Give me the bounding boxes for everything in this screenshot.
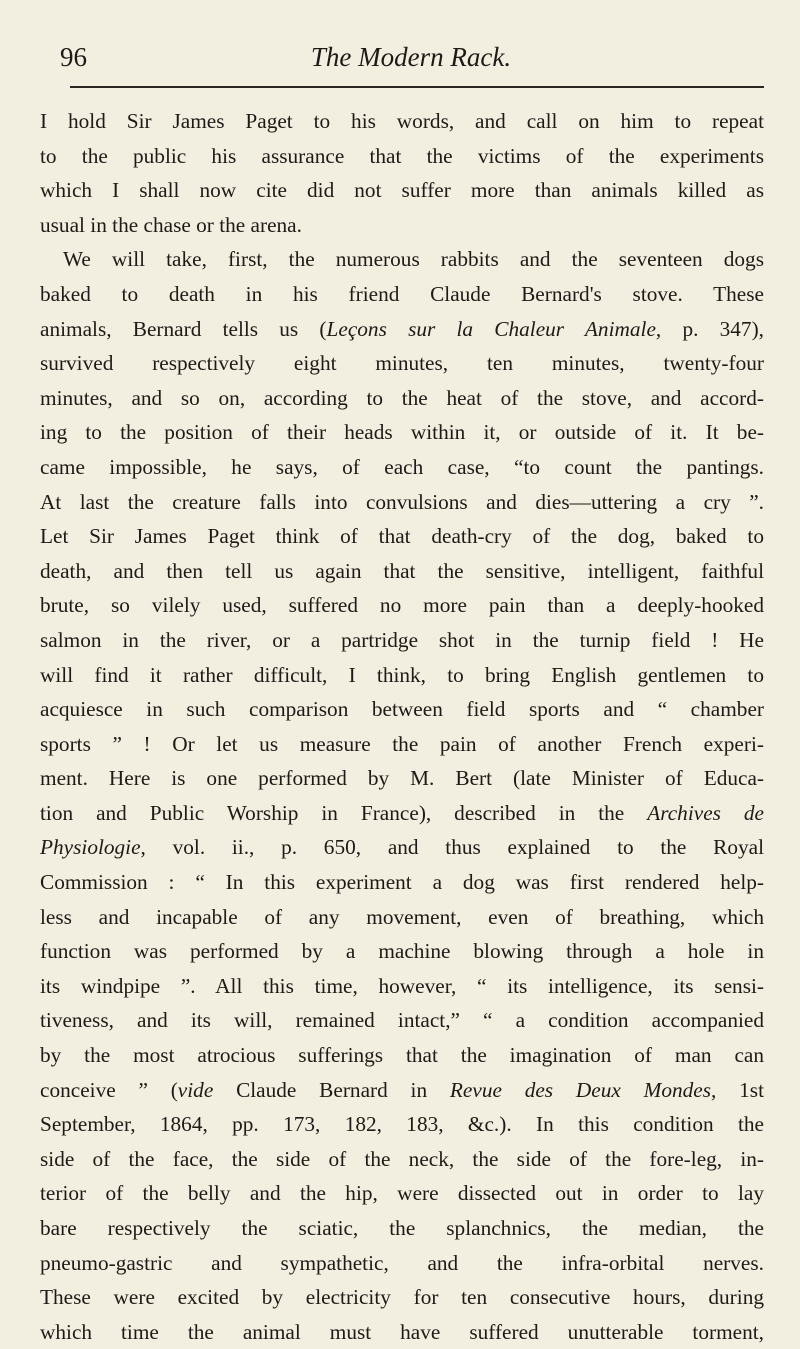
text-line: ment. Here is one performed by M. Bert (late Minister of Educa- (40, 766, 764, 791)
text-line: to the public his assurance that the victims of the experiments (40, 143, 764, 168)
italic-title: Physiologie (40, 835, 141, 860)
text-line: death, and then tell us again that the sensitive, intelligent, faithful (40, 558, 764, 583)
text-line: At last the creature falls into convulsions and dies—uttering a cry ”. (40, 489, 764, 514)
text-line: survived respectively eight minutes, ten minutes, twenty-four (40, 351, 764, 376)
italic-title: Revue des Deux Mondes (449, 1077, 712, 1102)
page-number: 96 (60, 42, 87, 72)
header-rule (70, 86, 764, 88)
text-line: bare respectively the sciatic, the splanchnics, the median, the (40, 1216, 764, 1240)
text-line: We will take, first, the numerous rabbits and the seventeen dogs (63, 247, 764, 272)
text-line: will find it rather difficult, I think, to bring English gentlemen to (40, 662, 764, 687)
text-line: usual in the chase or the arena. (40, 212, 302, 237)
body-text (40, 104, 764, 1349)
italic-title: Leçons sur la Chaleur Animale (326, 316, 656, 341)
text-line: came impossible, he says, of each case, “to count the pantings. (40, 454, 764, 479)
text-line: side of the face, the side of the neck, the side of the fore-leg, in- (40, 1146, 764, 1171)
text-line: pneumo-gastric and sympathetic, and the infra-orbital nerves. (40, 1250, 764, 1275)
text-line: ing to the position of their heads within it, or outside of it. It be- (40, 420, 764, 445)
text-line: which I shall now cite did not suffer more than animals killed as (40, 178, 764, 203)
text-line: by the most atrocious sufferings that the imagination of man can (40, 1043, 764, 1068)
text-line: conceive ” (vide Claude Bernard in Revue des Deux Mondes, 1st (40, 1077, 764, 1102)
text-line: salmon in the river, or a partridge shot in the turnip field ! He (40, 627, 764, 652)
text-line: Let Sir James Paget think of that death-cry of the dog, baked to (40, 524, 764, 549)
text-line: I hold Sir James Paget to his words, and call on him to repeat (40, 109, 764, 133)
text-line: brute, so vilely used, suffered no more pain than a deeply-hooked (40, 593, 764, 618)
text-line: function was performed by a machine blowing through a hole in (40, 939, 764, 964)
text-line: tiveness, and its will, remained intact,” “ a condition accompanied (40, 1008, 764, 1033)
text-line: These were excited by electricity for ten consecutive hours, during (40, 1285, 764, 1310)
text-line: animals, Bernard tells us (Leçons sur la Chaleur Animale, p. 347), (40, 316, 764, 341)
running-header (58, 42, 764, 82)
text-line: September, 1864, pp. 173, 182, 183, &c.). In this condition the (40, 1112, 764, 1137)
text-line: its windpipe ”. All this time, however, “ its intelligence, its sensi- (40, 973, 764, 998)
italic-word: vide (177, 1077, 214, 1102)
text-line: less and incapable of any movement, even of breathing, which (40, 904, 764, 929)
text-line: which time the animal must have suffered unutterable torment, (40, 1319, 764, 1344)
text-line: sports ” ! Or let us measure the pain of another French experi- (40, 731, 764, 756)
running-title: The Modern Rack. (310, 42, 512, 72)
text-line: minutes, and so on, according to the heat of the stove, and accord- (40, 385, 764, 410)
text-line: tion and Public Worship in France), described in the Archives de (40, 800, 764, 825)
text-line: baked to death in his friend Claude Bernard's stove. These (40, 281, 764, 306)
text-line: Physiologie, vol. ii., p. 650, and thus explained to the Royal (40, 835, 764, 860)
text-line: Commission : “ In this experiment a dog was first rendered help- (40, 870, 764, 895)
italic-title: Archives de (647, 800, 764, 825)
text-line: acquiesce in such comparison between field sports and “ chamber (40, 697, 764, 722)
text-line: terior of the belly and the hip, were dissected out in order to lay (40, 1181, 764, 1206)
